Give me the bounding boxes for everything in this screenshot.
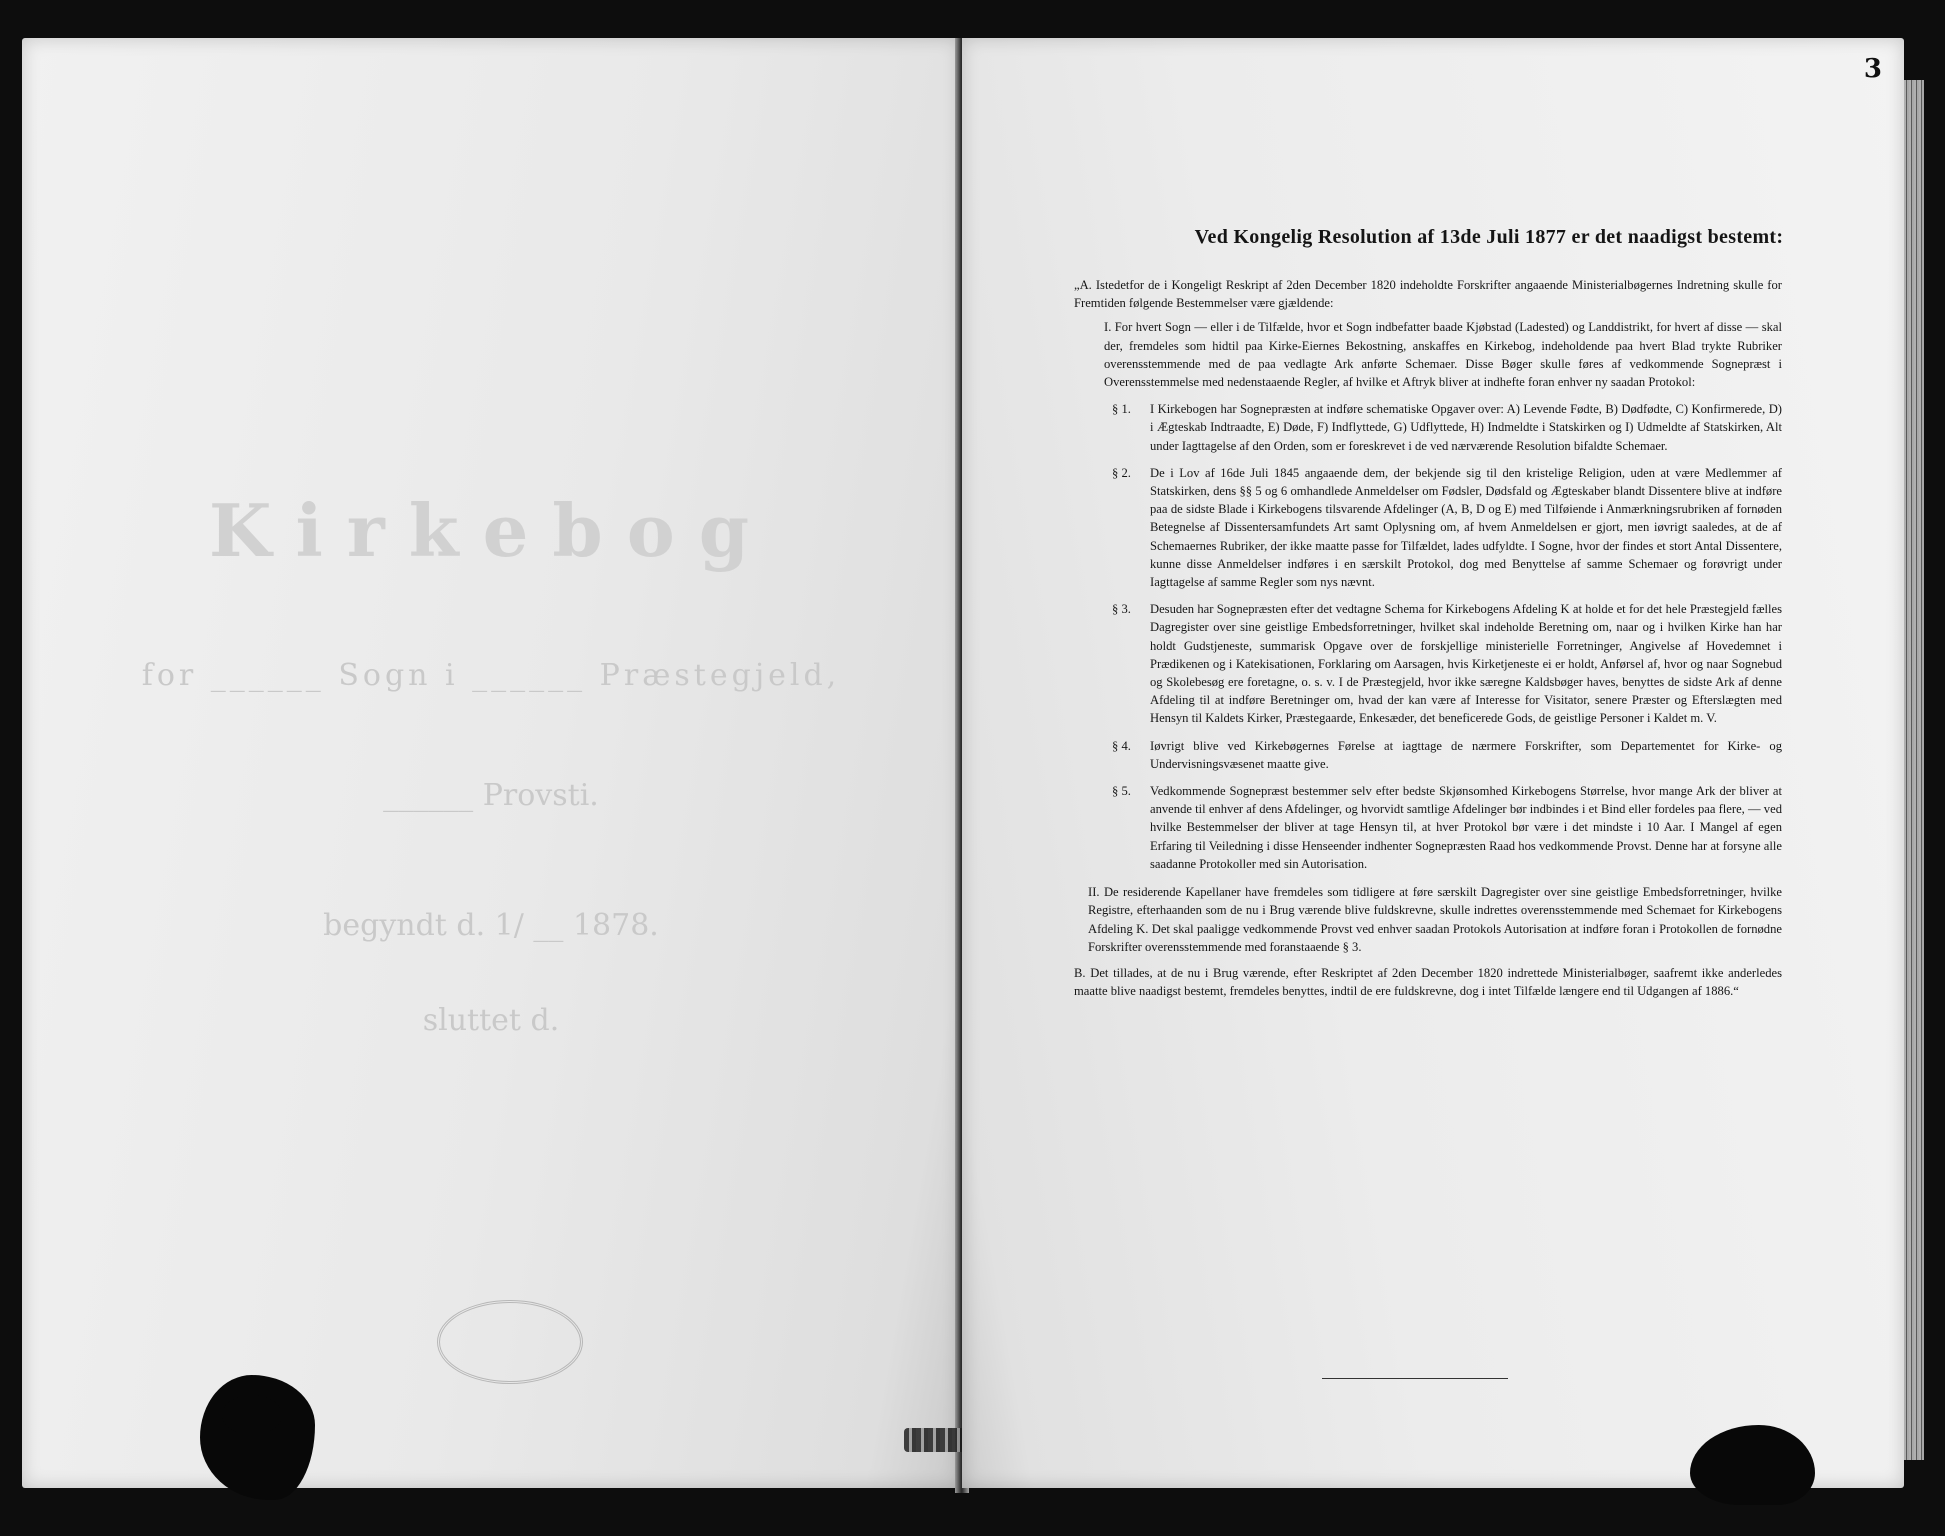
paragraph-number: § 5. <box>1112 784 1131 799</box>
paragraph-number: § 1. <box>1112 402 1131 417</box>
page-edges <box>1904 80 1924 1460</box>
left-page-title: Kirkebog <box>208 488 774 573</box>
section-a-intro: „A. Istedetfor de i Kongeligt Reskript af 2den December 1820 indeholdte Forskrifter angaaende Ministerialbøgernes Indretning skulle for Fremtiden følgende Bestemmelser være gjældende: <box>1074 278 1782 311</box>
left-page <box>22 38 960 1488</box>
section-b: B. Det tillades, at de nu i Brug værende, efter Reskriptet af 2den December 1820 indrettede Ministerialbøger, saafremt ikke anderledes maatte blive naadigst bestemt, fremdeles benyttes, indtil de ere fuldskrevne, dog i intet Tilfælde længere end til Udgangen af 1886.“ <box>1074 965 1782 999</box>
paragraph-text: I Kirkebogen har Sognepræsten at indføre schematiske Opgaver over: A) Levende Fødte, B) Dødfødte, C) Konfirmerede, D) i Ægteskab Indtraadte, E) Døde, F) Indflyttede, G) Udflyttede, H) Indmeldte i Statskirken og I) Udmeldte af Statskirken, Alt under Iagttagelse af den Orden, som er foreskrevet i de ved nærværende Resolution bifaldte Schemaer. <box>1150 402 1782 453</box>
paragraph-text: De i Lov af 16de Juli 1845 angaaende dem, der bekjende sig til den kristelige Religion, uden at være Medlemmer af Statskirken, dens §§ 5 og 6 omhandlede Anmeldelser om Fødsler, Dødsfald og Ægteskaber blandt Dissentere blive at indføre paa de sidste Blade i Kirkebogens tilsvarende Afdelinger (A, B, D og E) med Tilføiende i Anmærkningsrubriken af fornøden Betegnelse af Dissentersamfundets Art samt Oplysning om, af hvem Anmeldelsen er gjort, men iøvrigt saaledes, at de af Schemaernes Rubriker, der ikke maatte passe for Tilfældet, lades udfyldte. I Sogne, hvor der findes et stort Antal Dissentere, kunne disse Anmeldelser indføres i en særskilt Protokol, dog med Benyttelse af samme Schemaer og forøvrigt under Iagttagelse af samme Regler som nys nævnt. <box>1150 465 1782 590</box>
paragraph-text: Iøvrigt blive ved Kirkebøgernes Førelse at iagttage de nærmere Forskrifter, som Departementet for Kirke- og Undervisningsvæsenet maatte give. <box>1150 738 1782 771</box>
left-page-begun-line: begyndt d. 1/ __ 1878. <box>323 908 659 943</box>
paragraph-number: § 2. <box>1112 465 1131 480</box>
paragraph-text: Vedkommende Sognepræst bestemmer selv efter bedste Skjønsomhed Kirkebogens Størrelse, hvor mange Ark der bliver at anvende til enhver af dens Afdelinger, og hvorvidt samtlige Afdelinger bør indbindes i et Bind eller fordeles paa flere, — ved hvilke Bestemmelser der bliver at tage Hensyn til, at hver Protokol bør være i det mindste i 10 Aar. I Mangel af egen Erfaring til Veiledning i disse Henseender indhenter Sognepræsten Raad hos vedkommende Provst. Denne har at forsyne alle saadanne Protokoller med sin Autorisation. <box>1150 784 1782 871</box>
paragraph-3 <box>1074 600 1782 727</box>
paragraph-5 <box>1074 782 1782 873</box>
left-page-parish-line: for ______ Sogn i ______ Præstegjeld, <box>141 658 841 693</box>
paragraph-2 <box>1074 464 1782 591</box>
paragraph-1 <box>1074 400 1782 455</box>
archive-stamp <box>437 1300 583 1384</box>
paragraph-text: Desuden har Sognepræsten efter det vedtagne Schema for Kirkebogens Afdeling K at holde et for det hele Præstegjeld fælles Dagregister over sine geistlige Embedsforretninger, hvilket skal indeholde Beretning om, naar og i hvilken Kirke han har holdt Gudstjeneste, summarisk Opgave over de forskjellige ministerielle Forretninger, Angivelse af Hovedemnet i Prædikenen og i Katekisationen, Forklaring om Aarsagen, hvis Kirketjeneste ei er holdt, Anførsel af, hvor og naar Sognebud og Skolebesøg ere foretagne, o. s. v. I de Præstegjeld, hvor ikke særegne Kaldsbøger haves, benyttes de sidste Ark af denne Afdeling til at indføre Beretninger om, hvad der kan være af Interesse for Visitator, senere Præster og Efterslægten med Hensyn til Kaldets Kirker, Præstegaarde, Enkesæder, det beneficerede Gods, de geistlige Personer i Kaldet m. V. <box>1150 602 1782 726</box>
resolution-body <box>1074 276 1782 1000</box>
closing-rule <box>1322 1378 1508 1379</box>
left-page-deanery-line: ______ Provsti. <box>383 778 599 813</box>
item-ii: II. De residerende Kapellaner have fremdeles som tidligere at føre særskilt Dagregister over sine geistlige Embedsforretninger, hvilke Registre, efterhaanden som de nu i Brug værende blive fuldskrevne, skulle indrettes overensstemmende med Schemaet for Kirkebogens Afdeling K. Det skal paaligge vedkommende Provst ved enhver saadan Protokols Autorisation at indføre foran i Protokollen de fornødne Forskrifter overensstemmende med foranstaaende § 3. <box>1088 885 1782 954</box>
right-page <box>962 38 1904 1488</box>
ink-blot <box>222 1395 282 1435</box>
paragraph-number: § 3. <box>1112 602 1131 617</box>
item-i: I. For hvert Sogn — eller i de Tilfælde, hvor et Sogn indbefatter baade Kjøbstad (Ladested) og Landdistrikt, for hvert af disse — skal der, fremdeles som hidtil paa Kirke-Eiernes Bekostning, anskaffes en Kirkebog, indeholdende paa hvert Blad trykte Rubriker overensstemmende med de paa vedlagte Ark anførte Schemaer. Disse Bøger skulle føres af vedkommende Sognepræst i Overensstemmelse med nedenstaaende Regler, af hvilke et Aftryk bliver at indhefte foran enhver ny saadan Protokol: <box>1104 320 1782 390</box>
paragraph-number: § 4. <box>1112 738 1131 753</box>
resolution-heading: Ved Kongelig Resolution af 13de Juli 1877 er det naadigst bestemt: <box>1194 226 1784 248</box>
left-page-ended-line: sluttet d. <box>422 1003 560 1038</box>
paragraph-4 <box>1074 737 1782 773</box>
page-number: 3 <box>1863 54 1882 84</box>
